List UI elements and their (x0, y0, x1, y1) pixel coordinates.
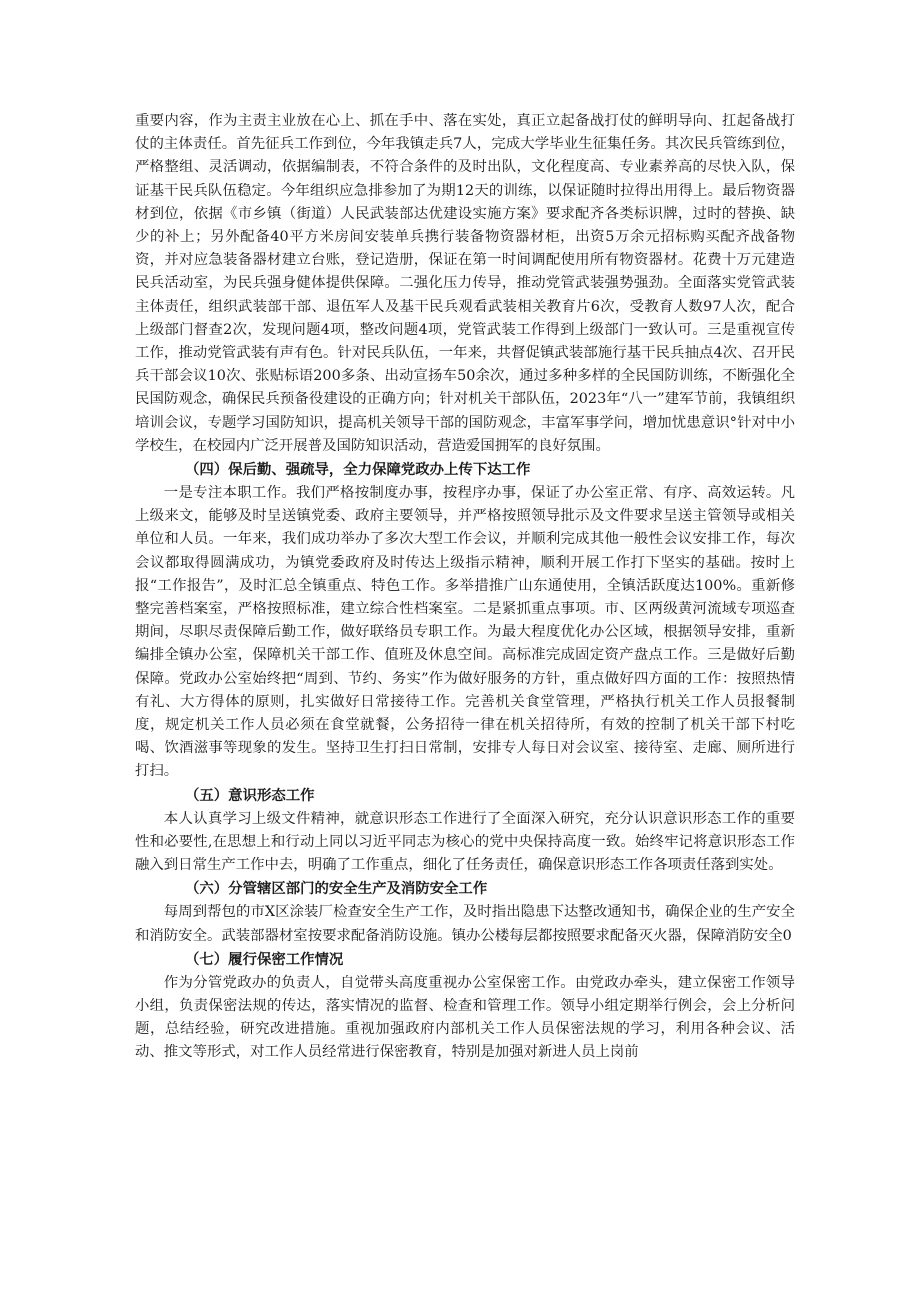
body-paragraph: 每周到帮包的市X区涂装厂检查安全生产工作，及时指出隐患下达整改通知书，确保企业的生产安全和消防安全。武装部器材室按要求配备消防设施。镇办公楼每层都按照要求配备灭火器，保障消防安全0 (135, 904, 795, 944)
body-paragraph: 重要内容，作为主责主业放在心上、抓在手中、落在实处，真正立起备战打仗的鲜明导向、扛起备战打仗的主体责任。首先征兵工作到位，今年我镇走兵7人，完成大学毕业生征集任务。其次民兵管练到位，严格整组、灵活调动，依据编制表，不符合条件的及时出队，文化程度高、专业素养高的尽快入队，保证基干民兵队伍稳定。今年组织应急排参加了为期12天的训练，以保证随时拉得出用得上。最后物资器材到位，依据《市乡镇（街道）人民武装部达优建设实施方案》要求配齐各类标识牌，过时的替换、缺少的补上；另外配备40平方米房间安装单兵携行装备物资器材柜，出资5万余元招标购买配齐战备物资，并对应急装备器材建立台账，登记造册，保证在第一时间调配使用所有物资器材。花费十万元建造民兵活动室，为民兵强身健体提供保障。二强化压力传导，推动党管武装强势强劲。全面落实党管武装主体责任，组织武装部干部、退伍军人及基干民兵观看武装相关教育片6次，受教育人数97人次，配合上级部门督查2次，发现问题4项，整改问题4项，党管武装工作得到上级部门一致认可。三是重视宣传工作，推动党管武装有声有色。针对民兵队伍，一年来，共督促镇武装部施行基干民兵抽点4次、召开民兵干部会议10次、张贴标语200多条、出动宣扬车50余次，通过多种多样的全民国防训练，不断强化全民国防观念，确保民兵预备役建设的正确方向；针对机关干部队伍，2023年“八一”建军节前，我镇组织培训会议，专题学习国防知识，提高机关领导干部的国防观念，丰富军事学问，增加忧患意识°针对中小学校生，在校园内广泛开展普及国防知识活动，营造爱国拥军的良好氛围。 (135, 113, 795, 454)
section-heading: （六）分管辖区部门的安全生产及消防安全工作 (185, 881, 488, 898)
body-paragraph: 作为分管党政办的负责人，自觉带头高度重视办公室保密工作。由党政办牵头，建立保密工作领导小组，负责保密法规的传达，落实情况的监督、检查和管理工作。领导小组定期举行例会，会上分析问题，总结经验，研究改进措施。重视加强政府内部机关工作人员保密法规的学习，利用各种会议、活动、推文等形式，对工作人员经常进行保密教育，特别是加强对新进人员上岗前 (135, 974, 795, 1061)
document-page (135, 110, 795, 1065)
section-heading: （五）意识形态工作 (185, 787, 315, 804)
section-heading: （七）履行保密工作情况 (185, 951, 344, 968)
section-heading: （四）保后勤、强疏导，全力保障党政办上传下达工作 (185, 462, 531, 479)
body-paragraph: 本人认真学习上级文件精神，就意识形态工作进行了全面深入研究，充分认识意识形态工作的重要性和必要性,在思想上和行动上同以习近平同志为核心的党中央保持高度一致。始终牢记将意识形态工作融入到日常生产工作中去，明确了工作重点，细化了任务责任，确保意识形态工作各项责任落到实处。 (135, 810, 795, 874)
body-paragraph: 一是专注本职工作。我们严格按制度办事，按程序办事，保证了办公室正常、有序、高效运转。凡上级来文，能够及时呈送镇党委、政府主要领导，并严格按照领导批示及文件要求呈送主管领导或相关单位和人员。一年来，我们成功举办了多次大型工作会议，并顺利完成其他一般性会议安排工作，每次会议都取得圆满成功，为镇党委政府及时传达上级指示精神，顺利开展工作打下坚实的基础。按时上报“工作报告”，及时汇总全镇重点、特色工作。多举措推广山东通使用，全镇活跃度达100%。重新修整完善档案室，严格按照标准，建立综合性档案室。二是紧抓重点事项。市、区两级黄河流域专项巡查期间，尽职尽责保障后勤工作，做好联络员专职工作。为最大程度优化办公区域，根据领导安排，重新编排全镇办公室，保障机关干部工作、值班及休息空间。高标准完成固定资产盘点工作。三是做好后勤保障。党政办公室始终把“周到、节约、务实”作为做好服务的方针，重点做好四方面的工作：按照热情有礼、大方得体的原则，扎实做好日常接待工作。完善机关食堂管理，严格执行机关工作人员报餐制度，规定机关工作人员必须在食堂就餐，公务招待一律在机关招待所，有效的控制了机关干部下村吃喝、饮酒滋事等现象的发生。坚持卫生打扫日常制，安排专人每日对会议室、接待室、走廊、厕所进行打扫。 (135, 485, 795, 780)
